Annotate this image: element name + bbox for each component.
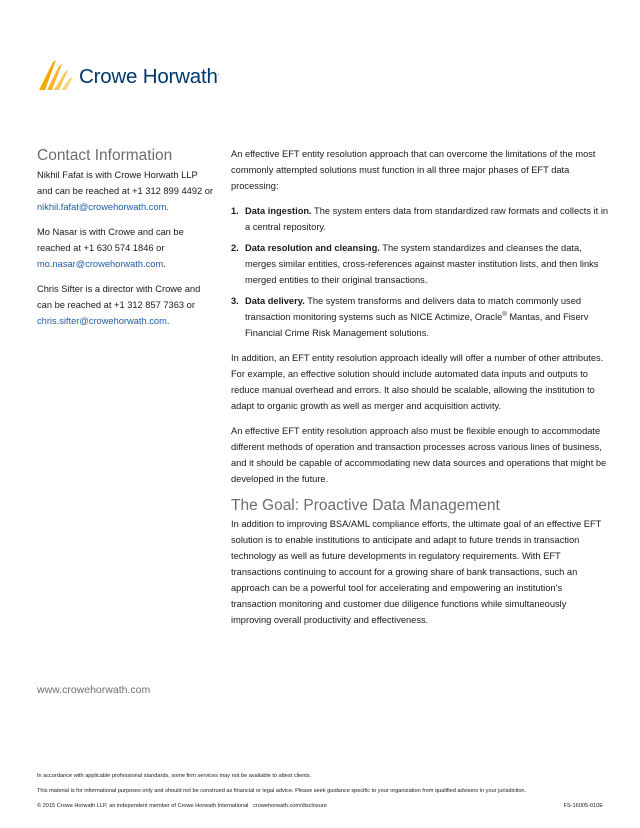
contact-heading: Contact Information [37,147,173,164]
phase-item-data-ingestion [231,203,609,235]
footer-informational-disclaimer: This material is for informational purposes only and should not be construed as financial or legal advice. Please seek guidance specific to your organization from qualified advisers in your jurisdiction. [37,788,527,794]
phase-number: 3. [231,296,239,306]
contact-entry-chris-sifter: Chris Sifter is a director with Crowe and can be reached at +1 312 857 7363 or chris.sifter@crowehorwath.com. [37,284,201,326]
phase-title: Data resolution and cleansing. [245,243,380,253]
logo-wordmark: Crowe Horwath. [79,65,220,88]
phase-text: The system enters data from standardized raw formats and collects it in a central repository. [245,206,609,232]
phase-text: The system transforms and delivers data to match commonly used transaction monitoring systems such as NICE Actimize, Oracle [245,296,582,322]
main-article-column [231,146,609,637]
footer-copyright-row [37,802,603,810]
phase-title: Data delivery. [245,296,305,306]
contact-entry-mo-nasar: Mo Nasar is with Crowe and can be reached at +1 630 574 1846 or mo.nasar@crowehorwath.com. [37,227,184,269]
contact-entry-nikhil-fafat: Nikhil Fafat is with Crowe Horwath LLP and can be reached at +1 312 899 4492 or nikhil.fafat@crowehorwath.com. [37,170,214,212]
phase-item-data-delivery [231,293,609,341]
phase-text-continued: Mantas, and Fiserv Financial Crime Risk Management solutions. [245,312,589,338]
goal-heading: The Goal: Proactive Data Management [231,497,500,514]
email-link-chris-sifter[interactable]: chris.sifter@crowehorwath.com [37,316,167,326]
phase-number: 2. [231,243,239,253]
phase-number: 1. [231,206,239,216]
contact-information-section [37,146,215,338]
footer-disclosure-link[interactable]: crowehorwath.com/disclosure [253,803,327,809]
footer-document-code: FS-16005-010E [563,803,603,809]
phases-list [231,203,609,341]
crowe-sail-icon [37,58,75,92]
phase-item-data-resolution [231,240,609,288]
crowe-horwath-logo [37,58,219,92]
footer-copyright: © 2015 Crowe Horwath LLP, an independent member of Crowe Horwath International crowehorwath.com/disclosure [37,803,327,809]
phase-text: The system standardizes and cleanses the data, merges similar entities, cross-references against master institution lists, and then links merged entities to their original transactions. [245,243,599,285]
flexibility-paragraph: An effective EFT entity resolution approach also must be flexible enough to accommodate different methods of operation and transaction processes across various lines of business, and it should be capable of accommodating new data sources and operations that might be developed in the future. [231,426,607,484]
registered-mark: ® [502,311,507,318]
footer-professional-standards: In accordance with applicable professional standards, some firm services may not be available to attest clients. [37,773,312,779]
website-url[interactable]: www.crowehorwath.com [37,684,151,696]
attributes-paragraph: In addition, an EFT entity resolution approach ideally will offer a number of other attributes. For example, an effective solution should include automated data inputs and outputs to reduce manual overhead and errors. It also should be scalable, allowing the institution to adapt to organic growth as well as merger and acquisition activity. [231,353,604,411]
intro-paragraph: An effective EFT entity resolution approach that can overcome the limitations of the most commonly attempted solutions must function in all three major phases of EFT data processing: [231,149,596,191]
goal-paragraph: In addition to improving BSA/AML compliance efforts, the ultimate goal of an effective EFT solution is to enable institutions to anticipate and adapt to future trends in transaction technology as well as future developments in regulatory requirements. With EFT transactions continuing to account for a growing share of bank transactions, such an approach can be a powerful tool for accelerating and empowering an institution’s transaction monitoring and customer due diligence functions while simultaneously improving overall productivity and effectiveness. [231,519,602,625]
email-link-mo-nasar[interactable]: mo.nasar@crowehorwath.com [37,259,164,269]
phase-title: Data ingestion. [245,206,312,216]
email-link-nikhil-fafat[interactable]: nikhil.fafat@crowehorwath.com [37,202,167,212]
